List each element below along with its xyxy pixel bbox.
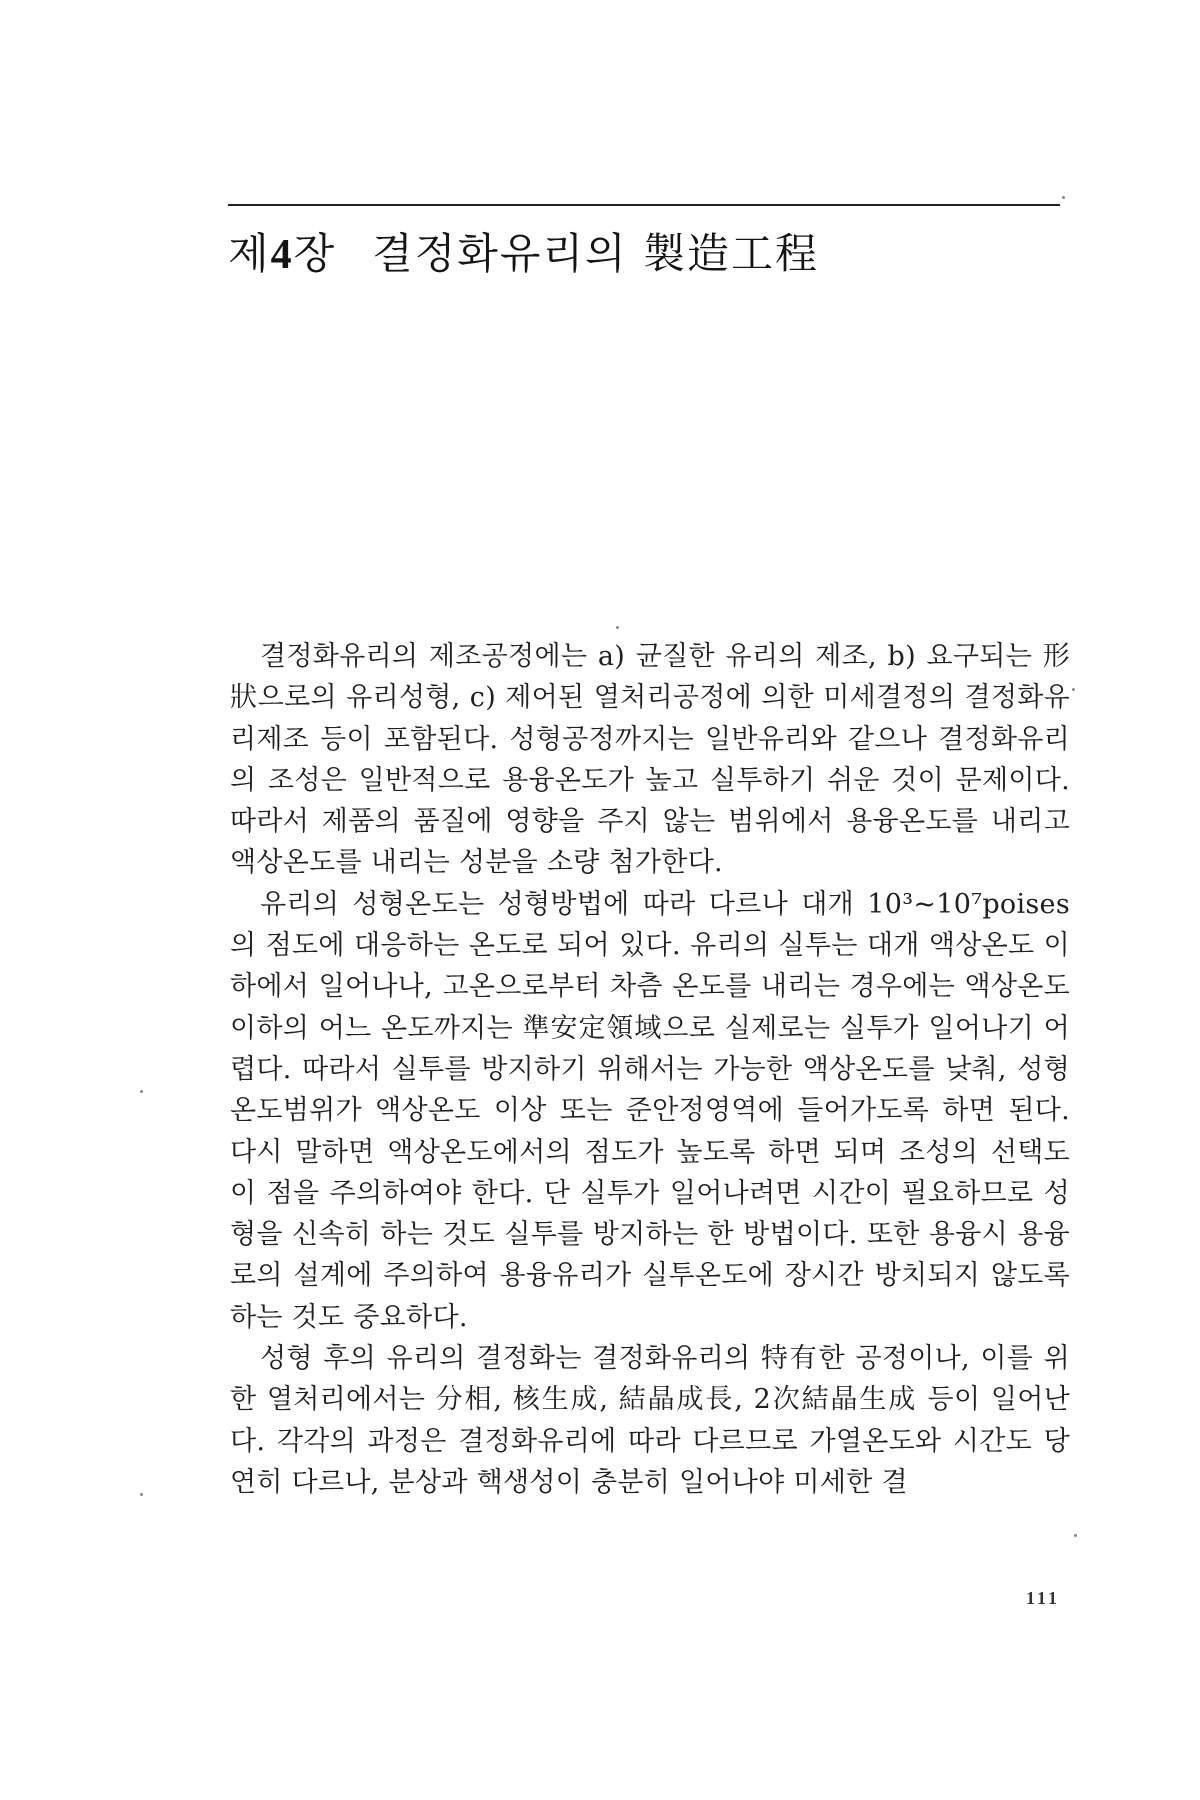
paragraph-1: 결정화유리의 제조공정에는 a) 균질한 유리의 제조, b) 요구되는 形狀으로의 유리성형, c) 제어된 열처리공정에 의한 미세결정의 결정화유리제조 등이 포함된다. 성형공정까지는 일반유리와 같으나 결정화유리의 조성은 일반적으로 용융온도가 높고 실투하기 쉬운 것이 문제이다. 따라서 제품의 품질에 영향을 주지 않는 범위에서 용융온도를 내리고 액상온도를 내리는 성분을 소량 첨가한다.	[230, 641, 1070, 879]
scan-speck	[616, 626, 619, 629]
body-text	[230, 636, 1070, 1503]
scan-speck	[1074, 1534, 1077, 1537]
scan-speck	[140, 1493, 143, 1496]
scan-speck	[1072, 688, 1075, 691]
chapter-title: 결정화유리의 製造工程	[372, 229, 819, 278]
chapter-number: 4	[270, 232, 294, 278]
chapter-label-post: 장	[293, 229, 337, 278]
chapter-label-pre: 제	[228, 229, 271, 278]
paragraph-3: 성형 후의 유리의 결정화는 결정화유리의 特有한 공정이나, 이를 위한 열처리에서는 分相, 核生成, 結晶成長, 2次結晶生成 등이 일어난다. 각각의 과정은 결정화유리에 따라 다르므로 가열온도와 시간도 당연히 다르나, 분상과 핵생성이 충분히 일어나야 미세한 결	[230, 1343, 1070, 1498]
chapter-heading	[228, 224, 1060, 284]
scan-speck	[1062, 196, 1065, 199]
page-number: 111	[1025, 1588, 1060, 1608]
scan-speck	[140, 1090, 143, 1093]
paragraph-2: 유리의 성형온도는 성형방법에 따라 다르나 대개 10³~10⁷poises의 점도에 대응하는 온도로 되어 있다. 유리의 실투는 대개 액상온도 이하에서 일어나나, 고온으로부터 차츰 온도를 내리는 경우에는 액상온도 이하의 어느 온도까지는 準安定領域으로 실제로는 실투가 일어나기 어렵다. 따라서 실투를 방지하기 위해서는 가능한 액상온도를 낮춰, 성형온도범위가 액상온도 이상 또는 준안정영역에 들어가도록 하면 된다. 다시 말하면 액상온도에서의 점도가 높도록 하면 되며 조성의 선택도 이 점을 주의하여야 한다. 단 실투가 일어나려면 시간이 필요하므로 성형을 신속히 하는 것도 실투를 방지하는 한 방법이다. 또한 용융시 용융로의 설계에 주의하여 용융유리가 실투온도에 장시간 방치되지 않도록 하는 것도 중요하다.	[230, 888, 1070, 1333]
chapter-top-rule	[228, 204, 1060, 206]
